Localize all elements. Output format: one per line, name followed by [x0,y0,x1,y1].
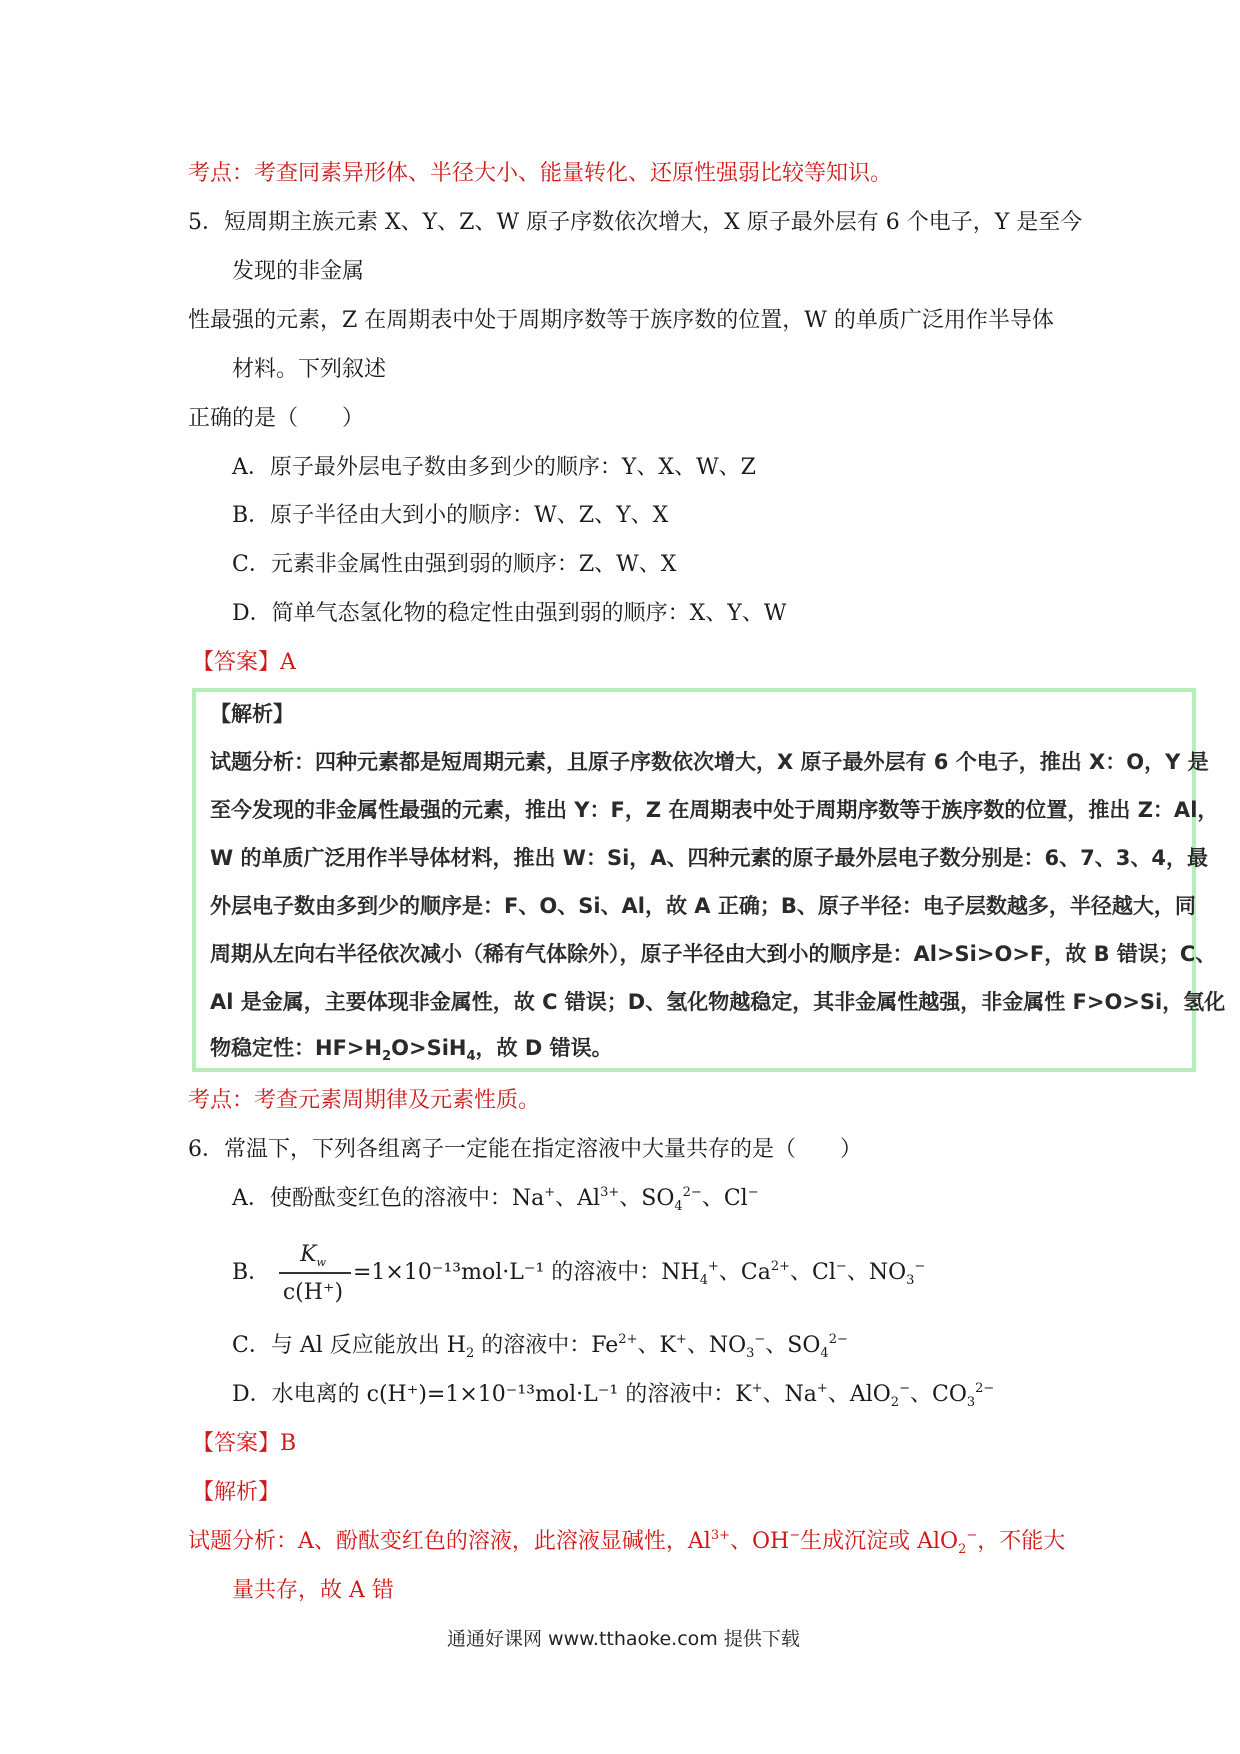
q5-analysis-line-1: 试题分析：四种元素都是短周期元素，且原子序数依次增大，X 原子最外层有 6 个电子，推出 X：O，Y 是 [210,750,1209,774]
q6-analysis-line-1: 试题分析：A、酚酞变红色的溶液，此溶液显碱性，$Al^{3+}$、OH−生成沉淀或 AlO$_2$−，不能大 [188,1528,1066,1557]
fraction-numerator: $K_w$ [300,1242,326,1269]
q5-analysis-line-5: 周期从左向右半径依次减小（稀有气体除外），原子半径由大到小的顺序是：Al>Si>O>F，故 B 错误；C、 [210,942,1217,966]
q5-analysis-heading: 【解析】 [210,702,294,726]
q5-kaodian: 考点：考查元素周期律及元素性质。 [188,1088,541,1113]
q6-analysis-line-2: 量共存，故 A 错 [232,1578,394,1603]
q5-analysis-line-3: W 的单质广泛用作半导体材料，推出 W：Si，A、四种元素的原子最外层电子数分别是：6、7、3、4，最 [210,846,1208,870]
q5-option-a: A．原子最外层电子数由多到少的顺序：Y、X、W、Z [232,455,756,480]
q5-analysis-line-7: 物稳定性：$HF>H_2O>SiH_4$，故 D 错误。 [210,1036,613,1064]
q6-stem: 6．常温下，下列各组离子一定能在指定溶液中大量共存的是（ ） [188,1137,862,1162]
q5-analysis-line-4: 外层电子数由多到少的顺序是：F、O、Si、Al，故 A 正确；B、原子半径：电子层数越多，半径越大，同 [210,894,1196,918]
q5-stem-line-1: 5．短周期主族元素 X、Y、Z、W 原子序数依次增大，X 原子最外层有 6 个电子，Y 是至今 [188,210,1083,235]
q5-stem-line-5: 正确的是（ ） [188,406,365,431]
q6-option-a: A．使酚酞变红色的溶液中：Na+、$Al^{3+}$、$SO_4^{2-}$、Cl− [232,1185,759,1214]
q5-analysis-box [192,688,1226,1072]
q5-option-d: D．简单气态氢化物的稳定性由强到弱的顺序：X、Y、W [232,601,787,626]
q6-analysis-heading: 【解析】 [192,1480,281,1505]
q5-stem-line-4: 材料。下列叙述 [232,357,387,382]
q5-stem-line-2: 发现的非金属 [232,259,365,284]
page-footer: 通通好课网 www.tthaoke.com 提供下载 [447,1628,800,1650]
q5-option-c: C．元素非金属性由强到弱的顺序：Z、W、X [232,552,677,577]
q6-option-b: =1×10⁻¹³mol·L⁻¹ 的溶液中：$NH_4^+$、$Ca^{2+}$、Cl−、$NO_3^-$ [353,1259,926,1288]
q5-option-b: B．原子半径由大到小的顺序：W、Z、Y、X [232,503,669,528]
fraction-bar [279,1272,351,1274]
q6-option-b-label: B． [232,1260,271,1285]
q6-option-c: C．与 Al 反应能放出 $H_2$ 的溶液中：$Fe^{2+}$、K+、$NO_3^-$、$SO_4^{2-}$ [232,1332,848,1361]
q6-option-d: D．水电离的 c(H⁺)=1×10⁻¹³mol·L⁻¹ 的溶液中：K+、Na+、AlO$_2$−、$CO_3^{2-}$ [232,1381,995,1410]
fraction-denominator: c(H⁺) [282,1280,344,1305]
q5-answer: 【答案】A [192,650,296,675]
q5-stem-line-3: 性最强的元素，Z 在周期表中处于周期序数等于族序数的位置，W 的单质广泛用作半导体 [188,308,1054,333]
kw-fraction [273,1242,353,1304]
kaodian-1: 考点：考查同素异形体、半径大小、能量转化、还原性强弱比较等知识。 [188,161,893,186]
q5-analysis-line-2: 至今发现的非金属性最强的元素，推出 Y：F，Z 在周期表中处于周期序数等于族序数的位置，推出 Z：Al， [210,798,1219,822]
q6-answer: 【答案】B [192,1431,297,1456]
q5-analysis-line-6: Al 是金属，主要体现非金属性，故 C 错误；D、氢化物越稳定，其非金属性越强，非金属性 F>O>Si，氢化 [210,990,1226,1014]
